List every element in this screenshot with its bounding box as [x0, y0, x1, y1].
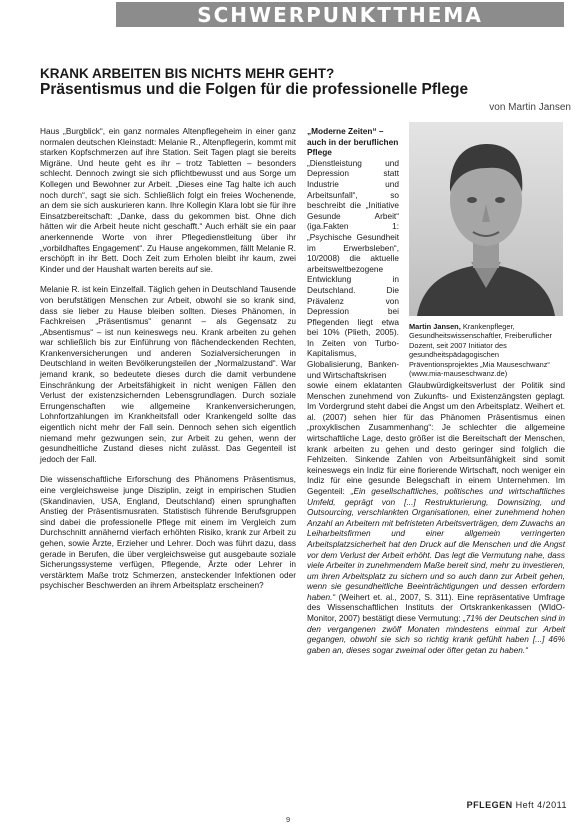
right-column-text-2: (Weihert et. al., 2007, S. 311). Eine repräsentative Umfrage des Wissenschaftlichen Instituts der Ortskrankenkassen (WIdO-Monitor, 2007) bestätigt diese Vermutung: — [307, 591, 565, 624]
page-footer — [467, 800, 567, 810]
page-number: 9 — [286, 815, 291, 824]
quote-wido: „71% der Deutschen sind in den vergangenen zwölf Monaten mindestens einmal zur Arbeit gegangen, obwohl sie sich so richtig krank gefühlt haben [...] 46% gaben an, dieses sogar zweimal oder öfter getan zu haben.“ — [307, 613, 565, 655]
section-banner — [116, 2, 564, 27]
middle-column-text: „Dienstleistung und Depression statt Industrie und Arbeitsunfall“, so beschreibt die „Initiative Gesunde Arbeit“ (iga.Fakten 1: „Psychische Gesundheit im Erwerbsleben“, 10/2008) die aktuelle arbeitsweltbezogene Entwicklung in Deutschland. Die Prävalenz von Depression bei Pflegenden liegt etwa bei 10% (Plieth, 2005). In Zeiten von Turbo-Kapitalismus, Globalisierung, Banken- und Wirtschaftskrisen — [307, 157, 399, 380]
author-byline: von Martin Jansen — [489, 102, 571, 113]
section-banner-label: SCHWERPUNKTTHEMA — [197, 3, 483, 27]
magazine-name: PFLEGEN — [466, 800, 513, 810]
paragraph-phenomenon: Melanie R. ist kein Einzelfall. Täglich gehen in Deutschland Tausende von berufstätigen Menschen zur Arbeit, obwohl sie so krank sind, dass sie lieber zu Hause bleiben sollten. Dieses Phänomen, in Fachkreisen „Präsentismus“ genannt – als Gegensatz zu „Absentismus“ – ist nun keineswegs neu. Krank arbeiten zu gehen war schließlich bis zur Einführung von flächendeckenden Rechten, Krankenversicherungen und anderen Sozialversicherungen in Deutschland in weiten Bevölkerungsteilen der „Normalzustand“. War jemand krank, so bedeutete dieses durch die damit verbundene Einschränkung der Arbeitsfähigkeit in nicht wenigen Fällen den Verlust der existenzsichernden Lebensgrundlagen. Durch soziale Errungenschaften wie allgemeine Krankenversicherungen, Lohnfortzahlungen im Krankheitsfall oder Krankengeld sollte das eigentlich nicht mehr der Fall sein. Dennoch sehen sich eigentlich niemand mehr gezwungen sein, zur Arbeit zu gehen, wenn der gesundheitliche Zustand dieses nicht zulässt. Das Gegenteil ist jedoch der Fall. — [40, 284, 296, 464]
paragraph-intro: Haus „Burgblick“, ein ganz normales Altenpflegeheim in einer ganz normalen deutschen Kleinstadt: Melanie R., Altenpflegerin, kommt mit starken Kopfschmerzen auf ihre Station. Seit Tagen plagt sie bereits Migräne. Und heute geht es ihr – trotz Tabletten – besonders schlecht. Dennoch zwingt sie sich pflichtbewusst und aus Sorge um Kollegen und Bewohner zur Arbeit. „Dieses eine Tag halte ich auch noch durch“, sagt sie sich. Schließlich folgt ein freies Wochenende, an dem sie sich auskurieren kann. Ihre Kollegin Klara lobt sie für ihre Einsatzbereitschaft: „Danke, dass du gekommen bist. Ohne dich hätten wir die Arbeit heute nicht geschafft.“ Auch erhält sie ein paar anerkennende Worte von ihrer Pflegedienstleitung über ihr „vorbildhaftes Engagement“. Zu Hause angekommen, fällt Melanie R. erschöpft in ihr Bett. Doch Zeit zum Erholen bleibt ihr kaum, zwei Kinder und der Haushalt warten bereits auf sie. — [40, 126, 296, 274]
article-subheadline: Präsentismus und die Folgen für die professionelle Pflege — [40, 81, 469, 98]
middle-column — [307, 126, 399, 380]
issue-label: Heft 4/2011 — [515, 800, 567, 810]
right-column-text: sowie einem eklatanten Glaubwürdigkeitsverlust der Politik sind Menschen zunehmend von Zukunfts- und Existenzängsten geplagt. Im Vordergrund steht dabei die Angst um den Arbeitsplatz. Weihert et. al. (2007) sehen hier für das Phänomen Präsentismus einen „proxyklischen Zusammenhang“: Je schlechter die allgemeine wirtschaftliche Lage, desto größer ist die Bereitschaft der Menschen, krank arbeiten zu gehen und desto geringer sind folglich die Fehlzeiten. Sinkende Zahlen von Arbeitsunfähigkeit sind somit keineswegs ein Indiz für eine florierende Wirtschaft, noch weniger ein Indiz für eine gesunde Belegschaft in einem Unternehmen. Im Gegenteil: — [307, 380, 565, 496]
author-portrait-photo — [409, 122, 563, 316]
quote-weihert: „Ein gesellschaftliches, politisches und wirtschaftliches Umfeld, geprägt von [...] Restrukturierung, Downsizing, und Outsourcing, verschlankten Organisationen, einer zunehmend hohen Anzahl an Arbeitern mit befristeten Arbeitsverträgen, dem Zuwachs an Leiharbeitsfirmen und einer allgemein verringerten Arbeitsplatzsicherheit hat den Druck auf die Menschen und die Angst vor dem Verlust der Arbeit erhöht. Das legt die Vermutung nahe, dass viele Arbeiter in zunehmendem Maße bereit sind, mehr zu investieren, um ihren Arbeitsplatz zu sichern und so auch dann zur Arbeit gehen, wenn sie gesundheitliche Beeinträchtigungen und dessen erfordern haben.“ — [307, 485, 566, 602]
photo-caption — [409, 322, 565, 378]
caption-name: Martin Jansen, — [409, 322, 461, 331]
paragraph-research: Die wissenschaftliche Erforschung des Phänomens Präsentismus, eine vergleichsweise junge Disziplin, zeigt in empirischen Studien (Skandinavien, USA, England, Deutschland) einen sprunghaften Anstieg der Präsentismusraten. Statistisch führende Berufsgruppen sind dabei die professionelle Pflege mit einem im Vergleich zum Durchschnitt annähernd vierfach erhöhten Risiko, krank zur Arbeit zu gehen, sowie Ärzte, Erzieher und Lehrer. Doch was führt dazu, dass gerade in Berufen, die über vergleichsweise gut ausgebaute soziale Sicherungssysteme verfügen, Pflegende, Ärzte oder Lehrer in verstärktem Maße trotz Schmerzen, ansteckender Infektionen oder psychischer Beschwerden an ihrem Arbeitsplatz erscheinen? — [40, 474, 296, 591]
caption-text: Krankenpfleger, Gesundheitswissenschaftler, Freiberuflicher Dozent, seit 2007 Initiator des gesundheitspädagogischen Präventionsprojektes „Mia Mauseschwanz“ (www.mia-mauseschwanz.de) — [409, 322, 552, 379]
article-headline: KRANK ARBEITEN BIS NICHTS MEHR GEHT? — [40, 66, 335, 81]
right-column-paragraph — [307, 380, 565, 655]
section-heading: „Moderne Zeiten“ – auch in der beruflichen Pflege — [307, 126, 399, 158]
right-column — [307, 380, 565, 655]
left-column — [40, 126, 296, 601]
